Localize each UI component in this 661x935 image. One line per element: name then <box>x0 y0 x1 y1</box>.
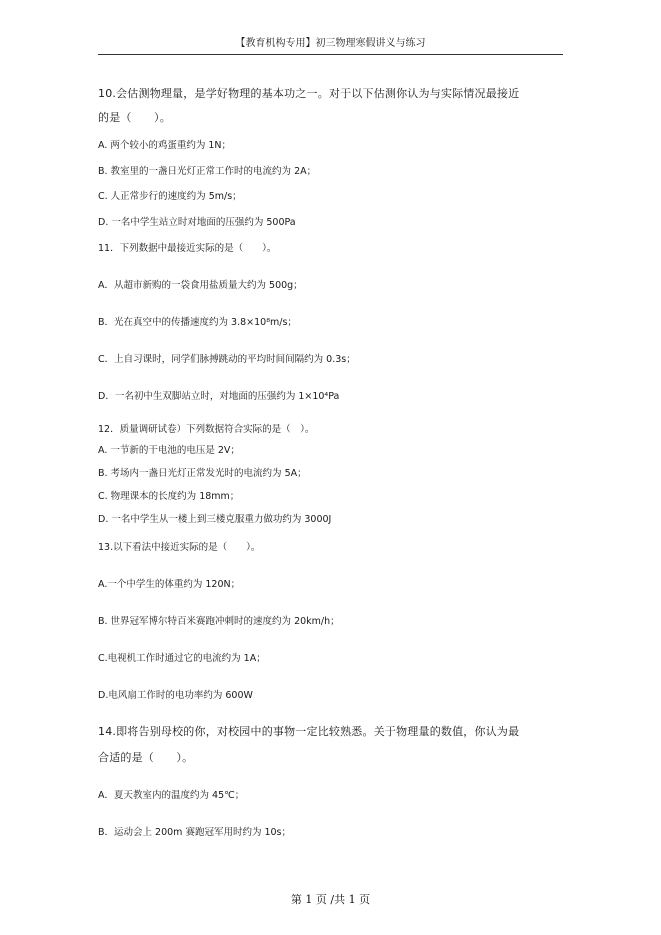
question-14-option-b: B．运动会上 200m 赛跑冠军用时约为 10s； <box>98 827 292 838</box>
question-14-stem-cont: 合适的是（ ）。 <box>98 751 194 764</box>
question-11-stem: 11．下列数据中最接近实际的是（ ）。 <box>98 243 277 254</box>
question-10-stem: 10.会估测物理量，是学好物理的基本功之一。对于以下估测你认为与实际情况最接近 <box>98 87 520 100</box>
question-12-option-b: B. 考场内一盏日光灯正常发光时的电流约为 5A； <box>98 468 307 479</box>
question-11-option-c: C．上自习课时，同学们脉搏跳动的平均时间间隔约为 0.3s； <box>98 354 356 365</box>
question-10-stem-cont: 的是（ ）。 <box>98 111 171 124</box>
question-10-option-c: C. 人正常步行的速度约为 5m/s； <box>98 191 242 202</box>
question-11-option-d: D．一名初中生双脚站立时，对地面的压强约为 1×10⁴Pa <box>98 391 340 402</box>
page-number: 第 1 页 /共 1 页 <box>290 893 371 906</box>
question-12-option-a: A. 一节新的干电池的电压是 2V； <box>98 445 240 456</box>
question-14-stem: 14.即将告别母校的你，对校园中的事物一定比较熟悉。关于物理量的数值，你认为最 <box>98 725 520 738</box>
question-12-stem: 12．质量调研试卷）下列数据符合实际的是（ ）。 <box>98 424 315 435</box>
question-10-option-a: A. 两个较小的鸡蛋重约为 1N； <box>98 140 232 151</box>
question-12-option-d: D. 一名中学生从一楼上到三楼克服重力做功约为 3000J <box>98 514 332 525</box>
question-11-option-a: A．从超市新购的一袋食用盐质量大约为 500g； <box>98 280 303 291</box>
question-13-option-b: B. 世界冠军博尔特百米赛跑冲刺时的速度约为 20km/h； <box>98 616 340 627</box>
question-10-option-b: B. 教室里的一盏日光灯正常工作时的电流约为 2A； <box>98 166 317 177</box>
question-13-option-a: A.一个中学生的体重约为 120N； <box>98 579 241 590</box>
question-13-stem: 13.以下看法中接近实际的是（ ）。 <box>98 542 261 553</box>
question-13-option-d: D.电风扇工作时的电功率约为 600W <box>98 690 253 701</box>
page-header: 【教育机构专用】初三物理寒假讲义与练习 <box>235 38 426 49</box>
header-divider <box>98 54 563 55</box>
question-14-option-a: A．夏天教室内的温度约为 45℃； <box>98 790 245 801</box>
question-10-option-d: D. 一名中学生站立时对地面的压强约为 500Pa <box>98 217 296 228</box>
question-11-option-b: B．光在真空中的传播速度约为 3.8×10⁸m/s； <box>98 317 297 328</box>
question-13-option-c: C.电视机工作时通过它的电流约为 1A； <box>98 653 266 664</box>
question-12-option-c: C. 物理课本的长度约为 18mm； <box>98 491 240 502</box>
